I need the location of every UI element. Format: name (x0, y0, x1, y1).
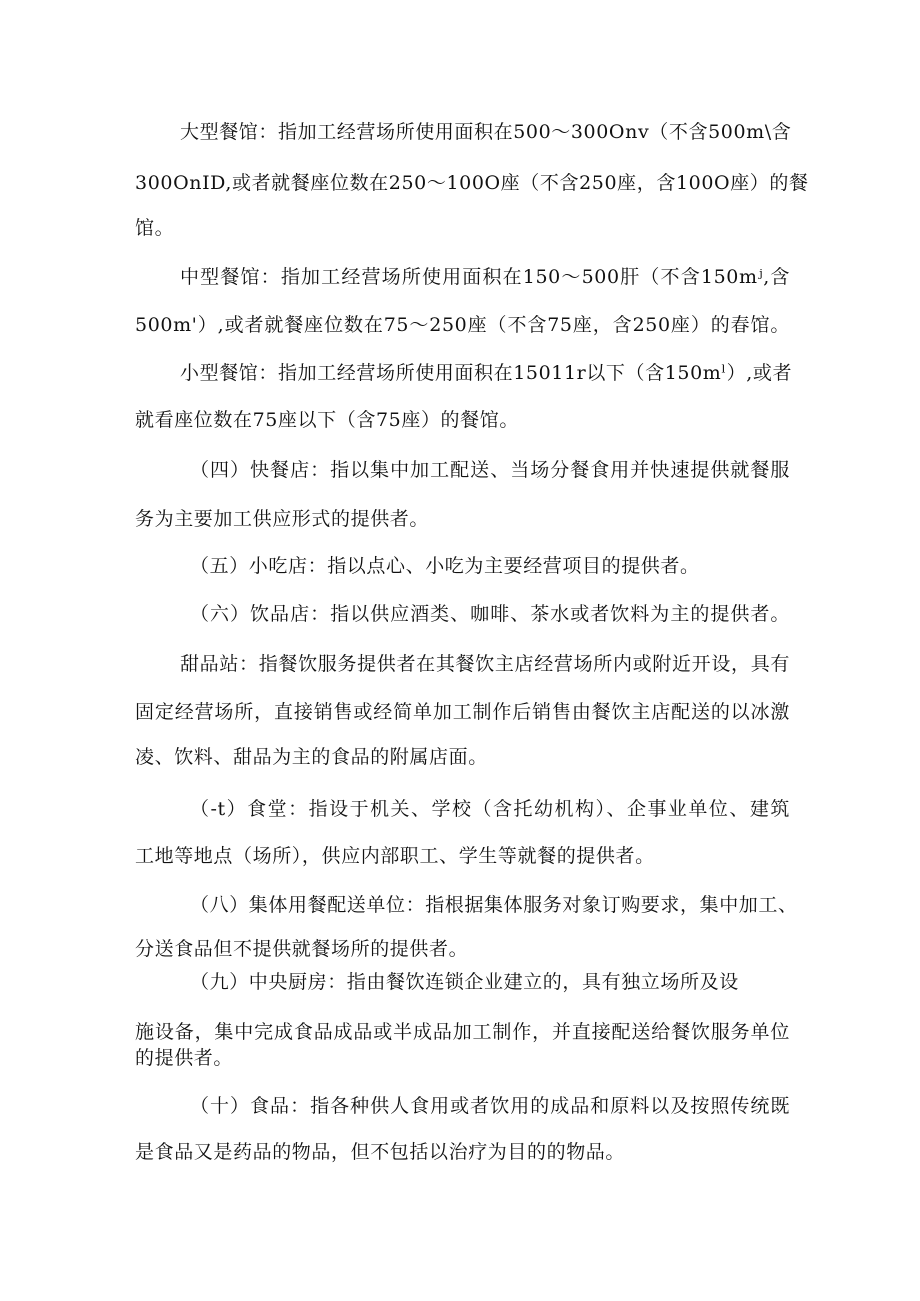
para-snack-shop: （五）小吃店：指以点心、小吃为主要经营项目的提供者。 (190, 555, 700, 577)
para-central-kitchen-line-3: 的提供者。 (135, 1047, 234, 1069)
para-dessert-station-line-3: 凌、饮料、甜品为主的食品的附属店面。 (135, 746, 488, 768)
para-catering-unit-line-1: （八）集体用餐配送单位：指根据集体服务对象订购要求，集中加工、 (190, 894, 798, 916)
para-beverage-shop: （六）饮品店：指以供应酒类、咖啡、茶水或者饮料为主的提供者。 (190, 603, 790, 625)
para-central-kitchen-line-1: （九）中央厨房：指由餐饮连锁企业建立的，具有独立场所及设 (190, 971, 739, 993)
para-large-restaurant-line-1: 大型餐馆：指加工经营场所使用面积在500～300Onv（不含500m\含 (180, 121, 792, 143)
para-medium-restaurant-line-1: 中型餐馆：指加工经营场所使用面积在150～500肝（不含150mʲ,含 (180, 266, 790, 288)
para-food-line-2: 是食品又是药品的物品，但不包括以治疗为目的的物品。 (135, 1141, 626, 1163)
para-large-restaurant-line-3: 馆。 (135, 217, 175, 239)
para-food-line-1: （十）食品：指各种供人食用或者饮用的成品和原料以及按照传统既 (190, 1095, 790, 1117)
para-canteen-line-1: （-t）食堂：指设于机关、学校（含托幼机构）、企事业单位、建筑 (190, 798, 790, 820)
para-large-restaurant-line-2: 300OnID,或者就餐座位数在250～100O座（不含250座，含100O座）的餐 (135, 172, 809, 194)
para-central-kitchen-line-2: 施设备，集中完成食品成品或半成品加工制作，并直接配送给餐饮服务单位 (135, 1021, 790, 1043)
para-dessert-station-line-2: 固定经营场所，直接销售或经简单加工制作后销售由餐饮主店配送的以冰激 (135, 701, 790, 723)
para-small-restaurant-line-1: 小型餐馆：指加工经营场所使用面积在15011r以下（含150mˡ）,或者 (180, 362, 793, 384)
para-medium-restaurant-line-2: 500m'）,或者就餐座位数在75～250座（不含75座，含250座）的春馆。 (135, 314, 790, 336)
para-small-restaurant-line-2: 就看座位数在75座以下（含75座）的餐馆。 (135, 409, 519, 431)
para-dessert-station-line-1: 甜品站：指餐饮服务提供者在其餐饮主店经营场所内或附近开设，具有 (180, 653, 790, 675)
para-canteen-line-2: 工地等地点（场所），供应内部职工、学生等就餐的提供者。 (135, 845, 655, 867)
para-fast-food-line-1: （四）快餐店：指以集中加工配送、当场分餐食用并快速提供就餐服 (190, 459, 790, 481)
para-fast-food-line-2: 务为主要加工供应形式的提供者。 (135, 508, 430, 530)
para-catering-unit-line-2: 分送食品但不提供就餐场所的提供者。 (135, 938, 469, 960)
